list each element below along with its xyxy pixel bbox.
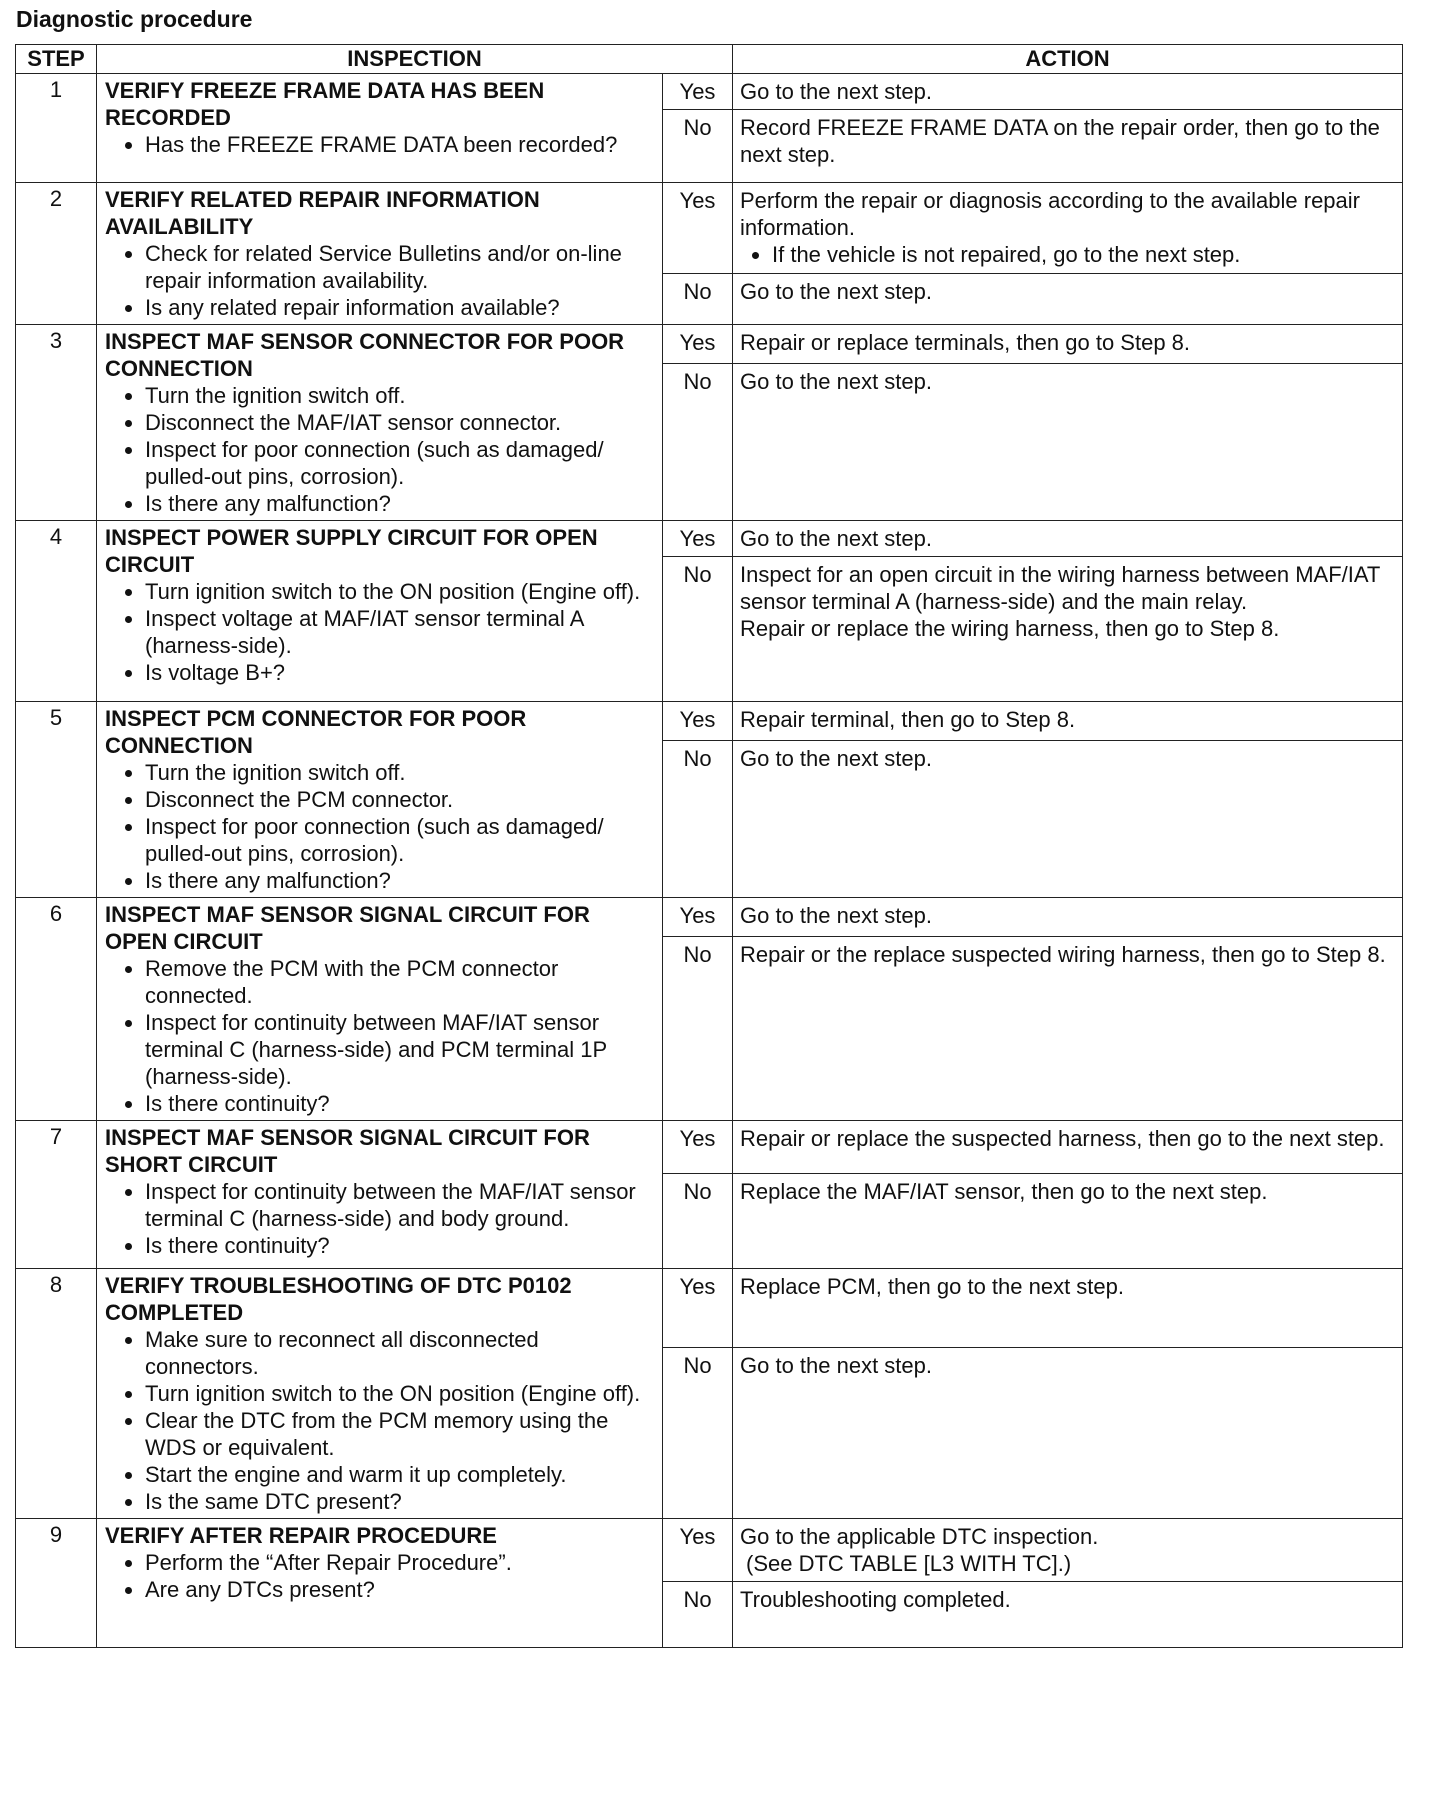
inspection-bullets <box>105 131 656 158</box>
step-number: 7 <box>16 1121 97 1269</box>
no-label: No <box>663 1582 733 1648</box>
inspection-cell <box>97 898 663 1121</box>
yes-label: Yes <box>663 325 733 364</box>
yes-label: Yes <box>663 521 733 557</box>
inspection-bullet: • Is there continuity? <box>145 1090 656 1117</box>
inspection-cell <box>97 1121 663 1269</box>
no-action <box>733 936 1403 1120</box>
inspection-bullet: • Check for related Service Bulletins and/or on-line repair information availability. <box>145 240 656 294</box>
step-number: 8 <box>16 1269 97 1519</box>
inspection-title: VERIFY RELATED REPAIR INFORMATION AVAILABILITY <box>105 187 540 239</box>
inspection-bullet: • Clear the DTC from the PCM memory using the WDS or equivalent. <box>145 1407 656 1461</box>
table-row <box>16 1519 1403 1582</box>
no-action <box>733 557 1403 702</box>
page-title: Diagnostic procedure <box>16 6 253 32</box>
table-row <box>16 702 1403 741</box>
table-row <box>16 521 1403 557</box>
inspection-bullet: • Inspect for continuity between MAF/IAT sensor terminal C (harness-side) and PCM terminal 1P (harness-side). <box>145 1009 656 1090</box>
no-action-text: Go to the next step. <box>740 745 933 771</box>
no-action-text: Troubleshooting completed. <box>740 1587 1011 1612</box>
inspection-bullet: • Inspect for poor connection (such as damaged/ pulled-out pins, corrosion). <box>145 813 656 867</box>
diagnostic-table <box>15 44 1403 1648</box>
no-label: No <box>663 740 733 897</box>
yes-action-bullet: • If the vehicle is not repaired, go to the next step. <box>772 241 1396 268</box>
yes-action-text: Repair or replace terminals, then go to Step 8. <box>740 330 1191 355</box>
table-row <box>16 183 1403 274</box>
yes-action <box>733 702 1403 741</box>
inspection-cell <box>97 521 663 702</box>
yes-action-text: Go to the next step. <box>740 79 933 104</box>
no-action-text: Go to the next step. <box>740 369 933 395</box>
inspection-title: INSPECT MAF SENSOR SIGNAL CIRCUIT FOR OPEN CIRCUIT <box>105 902 590 954</box>
inspection-bullets <box>105 382 656 517</box>
yes-label: Yes <box>663 1121 733 1174</box>
no-action-text: Go to the next step. <box>740 279 933 305</box>
inspection-bullets <box>105 955 656 1117</box>
inspection-bullet: • Inspect for continuity between the MAF/IAT sensor terminal C (harness-side) and body ground. <box>145 1178 656 1232</box>
yes-action-text: Go to the next step. <box>740 526 933 551</box>
inspection-bullet: • Disconnect the PCM connector. <box>145 786 656 813</box>
inspection-bullets <box>105 1549 656 1603</box>
step-number: 4 <box>16 521 97 702</box>
table-body <box>16 74 1403 1648</box>
header-action: ACTION <box>733 45 1403 74</box>
step-number: 2 <box>16 183 97 325</box>
yes-label: Yes <box>663 702 733 741</box>
inspection-bullet: • Inspect voltage at MAF/IAT sensor terminal A (harness-side). <box>145 605 656 659</box>
no-action <box>733 364 1403 521</box>
inspection-bullets <box>105 240 656 321</box>
inspection-bullet: • Is there any malfunction? <box>145 867 656 894</box>
inspection-cell <box>97 702 663 898</box>
no-action <box>733 1582 1403 1648</box>
no-action <box>733 1174 1403 1269</box>
no-label: No <box>663 1174 733 1269</box>
no-label: No <box>663 110 733 183</box>
step-number: 6 <box>16 898 97 1121</box>
header-inspection: INSPECTION <box>97 45 733 74</box>
yes-action-text: Go to the applicable DTC inspection. <box>740 1524 1099 1549</box>
inspection-bullets <box>105 759 656 894</box>
inspection-title: VERIFY FREEZE FRAME DATA HAS BEEN RECORDED <box>105 78 545 130</box>
no-label: No <box>663 1348 733 1519</box>
yes-action <box>733 1269 1403 1348</box>
step-number: 5 <box>16 702 97 898</box>
no-action-text-2: Repair or replace the wiring harness, then go to Step 8. <box>740 616 1280 641</box>
yes-action-text-2: (See DTC TABLE [L3 WITH TC].) <box>746 1551 1072 1576</box>
yes-action-text: Repair terminal, then go to Step 8. <box>740 707 1076 732</box>
table-row <box>16 74 1403 110</box>
inspection-title: VERIFY TROUBLESHOOTING OF DTC P0102 COMPLETED <box>105 1273 572 1325</box>
yes-action <box>733 325 1403 364</box>
yes-label: Yes <box>663 183 733 274</box>
inspection-bullet: • Is there any malfunction? <box>145 490 656 517</box>
table-row <box>16 1121 1403 1174</box>
inspection-bullet: • Is voltage B+? <box>145 659 656 686</box>
inspection-bullet: • Is there continuity? <box>145 1232 656 1259</box>
yes-action <box>733 1121 1403 1174</box>
inspection-bullet: • Is the same DTC present? <box>145 1488 656 1515</box>
yes-action <box>733 183 1403 274</box>
yes-action <box>733 521 1403 557</box>
inspection-cell <box>97 1269 663 1519</box>
inspection-bullet: • Turn the ignition switch off. <box>145 382 656 409</box>
no-action-text: Repair or the replace suspected wiring harness, then go to Step 8. <box>740 941 1386 967</box>
inspection-cell <box>97 183 663 325</box>
inspection-bullet: • Perform the “After Repair Procedure”. <box>145 1549 656 1576</box>
yes-action <box>733 1519 1403 1582</box>
inspection-bullet: • Disconnect the MAF/IAT sensor connector. <box>145 409 656 436</box>
inspection-bullet: • Inspect for poor connection (such as damaged/ pulled-out pins, corrosion). <box>145 436 656 490</box>
step-number: 9 <box>16 1519 97 1648</box>
no-action <box>733 274 1403 325</box>
inspection-title: INSPECT MAF SENSOR SIGNAL CIRCUIT FOR SHORT CIRCUIT <box>105 1125 590 1177</box>
table-header-row <box>16 45 1403 74</box>
step-number: 3 <box>16 325 97 521</box>
no-action <box>733 1348 1403 1519</box>
table-row <box>16 1269 1403 1348</box>
no-label: No <box>663 274 733 325</box>
yes-label: Yes <box>663 1519 733 1582</box>
no-action-text: Inspect for an open circuit in the wiring harness between MAF/IAT sensor terminal A (harness-side) and the main relay. <box>740 562 1380 614</box>
table-row <box>16 325 1403 364</box>
header-step: STEP <box>16 45 97 74</box>
inspection-bullet: • Is any related repair information available? <box>145 294 656 321</box>
inspection-cell <box>97 1519 663 1648</box>
inspection-bullets <box>105 578 656 686</box>
no-action-text: Replace the MAF/IAT sensor, then go to the next step. <box>740 1179 1268 1204</box>
yes-action-text: Repair or replace the suspected harness, then go to the next step. <box>740 1126 1385 1151</box>
inspection-title: VERIFY AFTER REPAIR PROCEDURE <box>105 1523 497 1548</box>
no-action <box>733 110 1403 183</box>
yes-action-text: Perform the repair or diagnosis according to the available repair information. <box>740 188 1360 240</box>
inspection-bullet: • Are any DTCs present? <box>145 1576 656 1603</box>
no-action-text: Record FREEZE FRAME DATA on the repair order, then go to the next step. <box>740 115 1380 167</box>
yes-label: Yes <box>663 74 733 110</box>
inspection-cell <box>97 74 663 183</box>
inspection-bullet: • Start the engine and warm it up completely. <box>145 1461 656 1488</box>
yes-action-text: Replace PCM, then go to the next step. <box>740 1274 1125 1299</box>
no-label: No <box>663 557 733 702</box>
yes-action <box>733 74 1403 110</box>
yes-action <box>733 898 1403 937</box>
inspection-bullets <box>105 1326 656 1515</box>
yes-action-bullets <box>740 241 1396 268</box>
inspection-bullet: • Turn ignition switch to the ON position (Engine off). <box>145 1380 656 1407</box>
inspection-bullet: • Make sure to reconnect all disconnected connectors. <box>145 1326 656 1380</box>
yes-label: Yes <box>663 1269 733 1348</box>
yes-action-text: Go to the next step. <box>740 903 933 928</box>
no-action-text: Go to the next step. <box>740 1353 933 1379</box>
inspection-bullet: • Turn ignition switch to the ON position (Engine off). <box>145 578 656 605</box>
inspection-bullet: • Has the FREEZE FRAME DATA been recorded? <box>145 131 656 158</box>
yes-label: Yes <box>663 898 733 937</box>
no-label: No <box>663 364 733 521</box>
no-label: No <box>663 936 733 1120</box>
inspection-bullet: • Turn the ignition switch off. <box>145 759 656 786</box>
inspection-cell <box>97 325 663 521</box>
table-row <box>16 898 1403 937</box>
inspection-title: INSPECT MAF SENSOR CONNECTOR FOR POOR CONNECTION <box>105 329 625 381</box>
inspection-bullets <box>105 1178 656 1259</box>
step-number: 1 <box>16 74 97 183</box>
inspection-bullet: • Remove the PCM with the PCM connector connected. <box>145 955 656 1009</box>
inspection-title: INSPECT POWER SUPPLY CIRCUIT FOR OPEN CIRCUIT <box>105 525 598 577</box>
no-action <box>733 740 1403 897</box>
inspection-title: INSPECT PCM CONNECTOR FOR POOR CONNECTION <box>105 706 527 758</box>
